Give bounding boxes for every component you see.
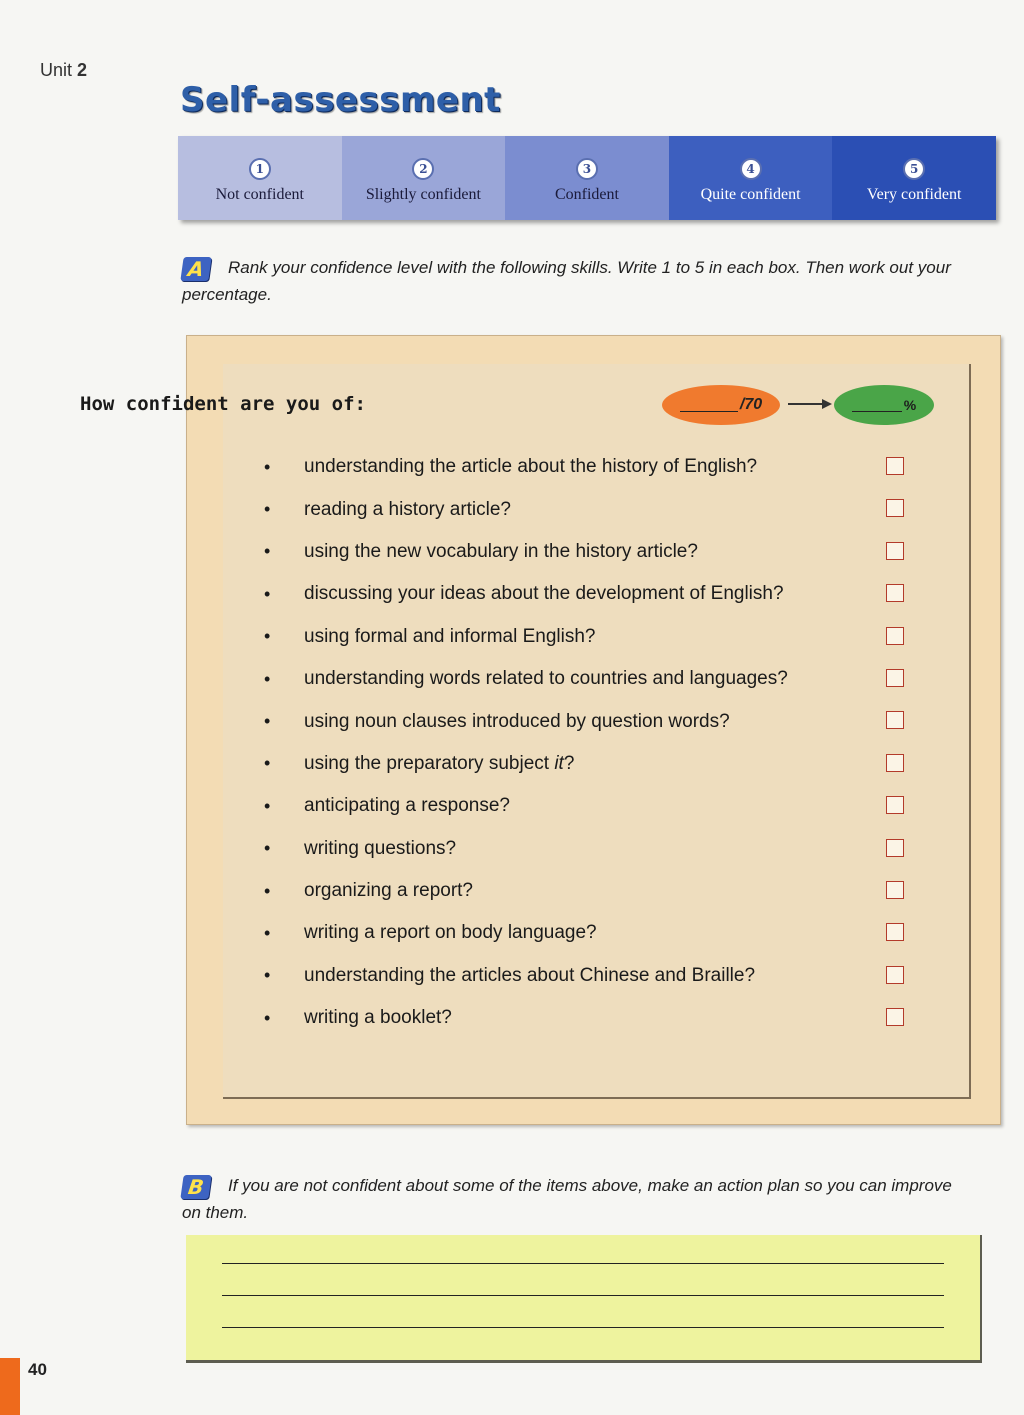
section-a-instruction: [182, 254, 972, 308]
skill-text-start: using the preparatory subject: [304, 752, 555, 774]
skill-text: anticipating a response?: [304, 795, 510, 817]
rank-box[interactable]: [886, 542, 904, 560]
list-item: [262, 997, 912, 1039]
scale-number-5: 5: [903, 158, 925, 180]
bullet-icon: •: [264, 626, 271, 647]
skill-text-preparatory: [304, 753, 912, 775]
score-blank[interactable]: [680, 398, 738, 412]
bullet-icon: •: [264, 668, 271, 689]
skill-list: [262, 446, 912, 1039]
skill-text-end: ?: [563, 752, 575, 774]
writing-line[interactable]: [222, 1295, 944, 1296]
section-b-instruction: [182, 1172, 972, 1226]
skill-text: writing a report on body language?: [304, 922, 597, 944]
rank-box[interactable]: [886, 584, 904, 602]
rank-box[interactable]: [886, 627, 904, 645]
scale-level-4: [669, 136, 833, 220]
bullet-icon: •: [264, 499, 271, 520]
rank-box[interactable]: [886, 881, 904, 899]
action-plan-panel: [186, 1235, 982, 1363]
list-item: [262, 573, 912, 615]
list-item: [262, 616, 912, 658]
scale-number-2: 2: [412, 158, 434, 180]
scale-label-4: Quite confident: [700, 186, 801, 203]
list-item: [262, 531, 912, 573]
skill-text: understanding the article about the history of English?: [304, 456, 758, 478]
page-number: 40: [28, 1360, 47, 1379]
bullet-icon: •: [264, 965, 271, 986]
bullet-icon: •: [264, 922, 271, 943]
percent-oval: [834, 385, 934, 425]
skill-text: using noun clauses introduced by question words?: [304, 710, 730, 732]
rank-box[interactable]: [886, 796, 904, 814]
skill-text: writing a booklet?: [304, 1007, 452, 1029]
arrow-right-icon: [786, 396, 834, 412]
unit-number: 2: [77, 60, 88, 80]
scale-label-5: Very confident: [866, 186, 962, 203]
skill-text: writing questions?: [304, 837, 457, 859]
scale-number-3: 3: [576, 158, 598, 180]
unit-label: [40, 60, 87, 81]
skill-text: reading a history article?: [304, 498, 511, 520]
rank-box[interactable]: [886, 923, 904, 941]
score-suffix: /70: [739, 396, 763, 413]
list-item: [262, 955, 912, 997]
section-b-text: If you are not confident about some of the items above, make an action plan so you can improve on them.: [182, 1176, 952, 1222]
unit-prefix: Unit: [40, 60, 73, 80]
bullet-icon: •: [264, 795, 271, 816]
skill-text: understanding words related to countries and languages?: [304, 668, 788, 690]
bullet-icon: •: [264, 838, 271, 859]
skill-text: using formal and informal English?: [304, 625, 596, 647]
scale-level-2: [342, 136, 506, 220]
rank-box[interactable]: [886, 839, 904, 857]
confidence-scale: [178, 136, 996, 220]
list-item: [262, 743, 912, 785]
section-b-badge: B: [180, 1175, 211, 1199]
section-a-badge: A: [180, 257, 211, 281]
list-item: [262, 828, 912, 870]
scale-label-3: Confident: [554, 186, 619, 203]
rank-box[interactable]: [886, 457, 904, 475]
bullet-icon: •: [264, 583, 271, 604]
percent-suffix: %: [903, 397, 917, 413]
list-item: [262, 446, 912, 488]
checklist-heading: How confident are you of:: [80, 393, 366, 415]
scale-label-2: Slightly confident: [365, 186, 481, 203]
bullet-icon: •: [264, 711, 271, 732]
bullet-icon: •: [264, 880, 271, 901]
rank-box[interactable]: [886, 1008, 904, 1026]
percent-blank[interactable]: [852, 398, 902, 412]
list-item: [262, 488, 912, 530]
rank-box[interactable]: [886, 499, 904, 517]
skill-text: using the new vocabulary in the history article?: [304, 540, 698, 562]
list-item: [262, 785, 912, 827]
rank-box[interactable]: [886, 669, 904, 687]
bullet-icon: •: [264, 456, 271, 477]
rank-box[interactable]: [886, 754, 904, 772]
scale-level-5: [832, 136, 996, 220]
list-item: [262, 700, 912, 742]
rank-box[interactable]: [886, 966, 904, 984]
bullet-icon: •: [264, 541, 271, 562]
list-item: [262, 658, 912, 700]
writing-line[interactable]: [222, 1327, 944, 1328]
section-a-text: Rank your confidence level with the following skills. Write 1 to 5 in each box. Then work out your percentage.: [182, 258, 951, 304]
rank-box[interactable]: [886, 711, 904, 729]
bullet-icon: •: [264, 1007, 271, 1028]
writing-line[interactable]: [222, 1263, 944, 1264]
bullet-icon: •: [264, 753, 271, 774]
scale-number-4: 4: [740, 158, 762, 180]
skill-text: understanding the articles about Chinese and Braille?: [304, 964, 756, 986]
page-title: Self-assessment: [180, 80, 501, 120]
skill-text: organizing a report?: [304, 880, 473, 902]
score-oval: [662, 385, 780, 425]
scale-number-1: 1: [249, 158, 271, 180]
page-tab: [0, 1358, 20, 1415]
scale-level-1: [178, 136, 342, 220]
scale-level-3: [505, 136, 669, 220]
list-item: [262, 912, 912, 954]
skill-text: discussing your ideas about the development of English?: [304, 583, 784, 605]
scale-label-1: Not confident: [215, 186, 304, 203]
list-item: [262, 870, 912, 912]
skill-text-italic: it: [554, 752, 564, 774]
